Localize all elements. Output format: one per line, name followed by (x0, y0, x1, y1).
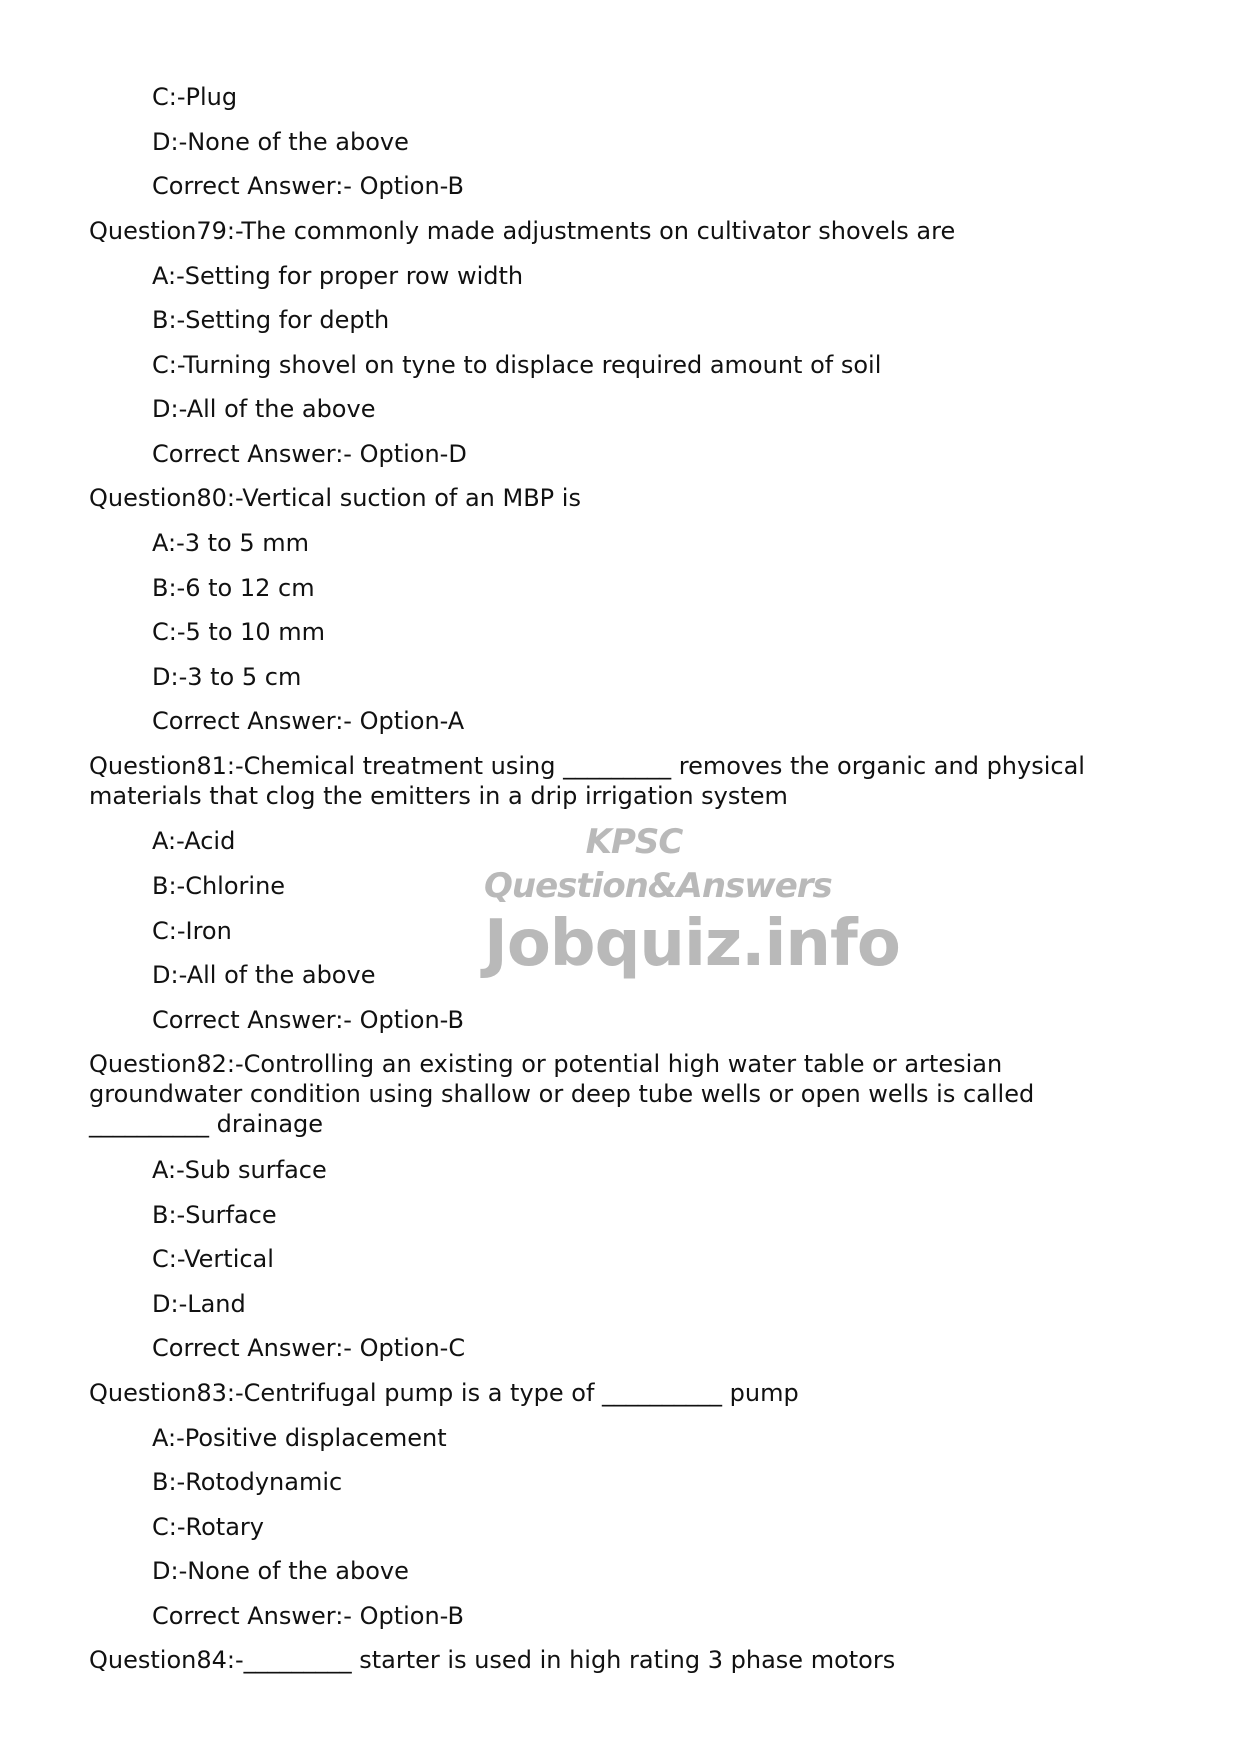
option-text: C:-Iron (152, 917, 232, 945)
watermark-line-1: KPSC Question&Answers (484, 822, 832, 906)
option-text: B:-Rotodynamic (152, 1468, 343, 1496)
option-text: C:-Plug (152, 83, 238, 111)
option-text: C:-Turning shovel on tyne to displace required amount of soil (152, 351, 882, 379)
option-text: B:-Chlorine (152, 872, 286, 900)
option-text: A:-Sub surface (152, 1156, 327, 1184)
watermark-line-2: Jobquiz.info (484, 907, 900, 981)
option-text: B:-Setting for depth (152, 306, 390, 334)
option-text: D:-Land (152, 1290, 246, 1318)
question-text: Question79:-The commonly made adjustments on cultivator shovels are (89, 217, 956, 245)
option-text: C:-Vertical (152, 1245, 274, 1273)
option-text: D:-None of the above (152, 1557, 409, 1585)
option-text: A:-3 to 5 mm (152, 529, 310, 557)
correct-answer: Correct Answer:- Option-A (152, 707, 465, 735)
option-text: D:-3 to 5 cm (152, 663, 302, 691)
question-text: Question81:-Chemical treatment using _________ removes the organic and physical materials that clog the emitters in a drip irrigation system (89, 752, 1085, 810)
option-text: C:-5 to 10 mm (152, 618, 326, 646)
watermark (484, 820, 900, 981)
question-text: Question82:-Controlling an existing or potential high water table or artesian groundwater condition using shallow or deep tube wells or open wells is called __________ drainage (89, 1050, 1035, 1138)
question-text: Question84:-_________ starter is used in high rating 3 phase motors (89, 1646, 896, 1674)
option-text: D:-All of the above (152, 395, 376, 423)
option-text: A:-Setting for proper row width (152, 262, 524, 290)
option-text: B:-6 to 12 cm (152, 574, 315, 602)
option-text: A:-Acid (152, 827, 236, 855)
option-text: A:-Positive displacement (152, 1424, 447, 1452)
correct-answer: Correct Answer:- Option-B (152, 1602, 464, 1630)
correct-answer: Correct Answer:- Option-D (152, 440, 467, 468)
question-text: Question80:-Vertical suction of an MBP is (89, 484, 581, 512)
option-text: C:-Rotary (152, 1513, 264, 1541)
correct-answer: Correct Answer:- Option-C (152, 1334, 466, 1362)
option-text: D:-All of the above (152, 961, 376, 989)
question-text: Question83:-Centrifugal pump is a type of __________ pump (89, 1379, 799, 1407)
correct-answer: Correct Answer:- Option-B (152, 172, 464, 200)
option-text: D:-None of the above (152, 128, 409, 156)
correct-answer: Correct Answer:- Option-B (152, 1006, 464, 1034)
option-text: B:-Surface (152, 1201, 277, 1229)
